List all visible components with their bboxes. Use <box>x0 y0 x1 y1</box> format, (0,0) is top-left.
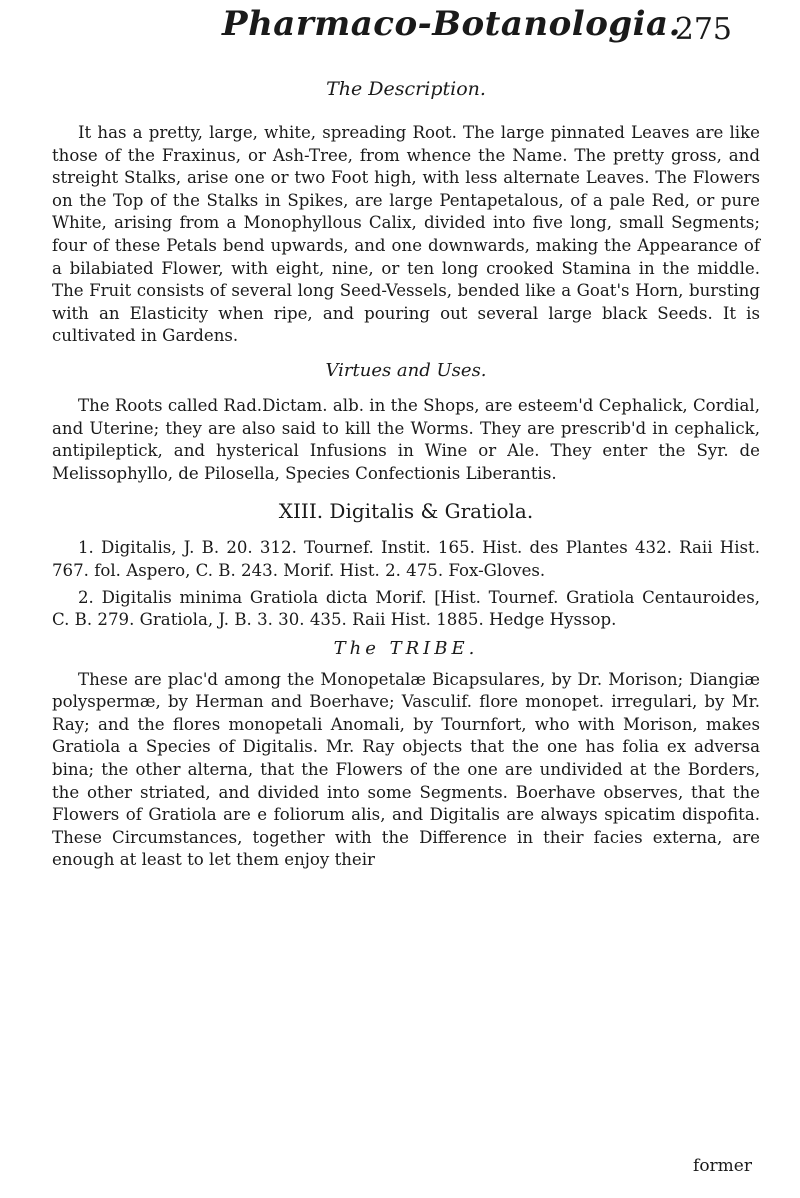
catchword: former <box>693 1156 752 1176</box>
running-title: Pharmaco-Botanologia. <box>222 4 681 44</box>
chapter-heading: XIII. Digitalis & Gratiola. <box>278 499 534 524</box>
running-head <box>52 0 760 70</box>
virtues-heading: Virtues and Uses. <box>325 359 487 381</box>
page-number: 275 <box>674 12 732 47</box>
virtues-paragraph: The Roots called Rad.Dictam. alb. in the Shops, are esteem'd Cephalick, Cordial, and Uterine; they are also said to kill the Worms. They are prescrib'd in cephalick, antipileptick, and hysterical Infusions in Wine or Ale. They enter the Syr. de Melissophyllo, de Pilosella, Species Confectionis Liberantis. <box>52 395 760 483</box>
tribe-heading: The TRIBE. <box>333 637 479 659</box>
description-heading: The Description. <box>326 78 486 100</box>
species-entry-2: 2. Digitalis minima Gratiola dicta Morif. [Hist. Tournef. Gratiola Centauroides, C. B. 279. Gratiola, J. B. 3. 30. 435. Raii Hist. 1885. Hedge Hyssop. <box>52 587 760 630</box>
species-entry-1: 1. Digitalis, J. B. 20. 312. Tournef. Instit. 165. Hist. des Plantes 432. Raii Hist. 767. fol. Aspero, C. B. 243. Morif. Hist. 2. 475. Fox-Gloves. <box>52 538 760 580</box>
description-paragraph: It has a pretty, large, white, spreading Root. The large pinnated Leaves are like those of the Fraxinus, or Ash-Tree, from whence the Name. The pretty gross, and streight Stalks, arise one or two Foot high, with less alternate Leaves. The Flowers on the Top of the Stalks in Spikes, are large Pentapetalous, of a pale Red, or pure White, arising from a Monophyllous Calix, divided into five long, small Segments; four of these Petals bend upwards, and one downwards, making the Appearance of a bilabiated Flower, with eight, nine, or ten long crooked Stamina in the middle. The Fruit consists of several long Seed-Vessels, bended like a Goat's Horn, bursting with an Elasticity when ripe, and pouring out several large black Seeds. It is cultivated in Gardens. <box>52 123 760 346</box>
tribe-paragraph: These are plac'd among the Monopetalæ Bicapsulares, by Dr. Morison; Diangiæ polyspermæ, by Herman and Boerhave; Vasculif. flore monopet. irregulari, by Mr. Ray; and the flores monopetali Anomali, by Tournfort, who with Morison, makes Gratiola a Species of Digitalis. Mr. Ray objects that the one has folia ex adversa bina; the other alterna, that the Flowers of the one are undivided at the Borders, the other striated, and divided into some Segments. Boerhave observes, that the Flowers of Gratiola are e foliorum alis, and Digitalis are always spicatim dispofita. These Circumstances, together with the Difference in their facies externa, are enough at least to let them enjoy their <box>52 669 760 870</box>
